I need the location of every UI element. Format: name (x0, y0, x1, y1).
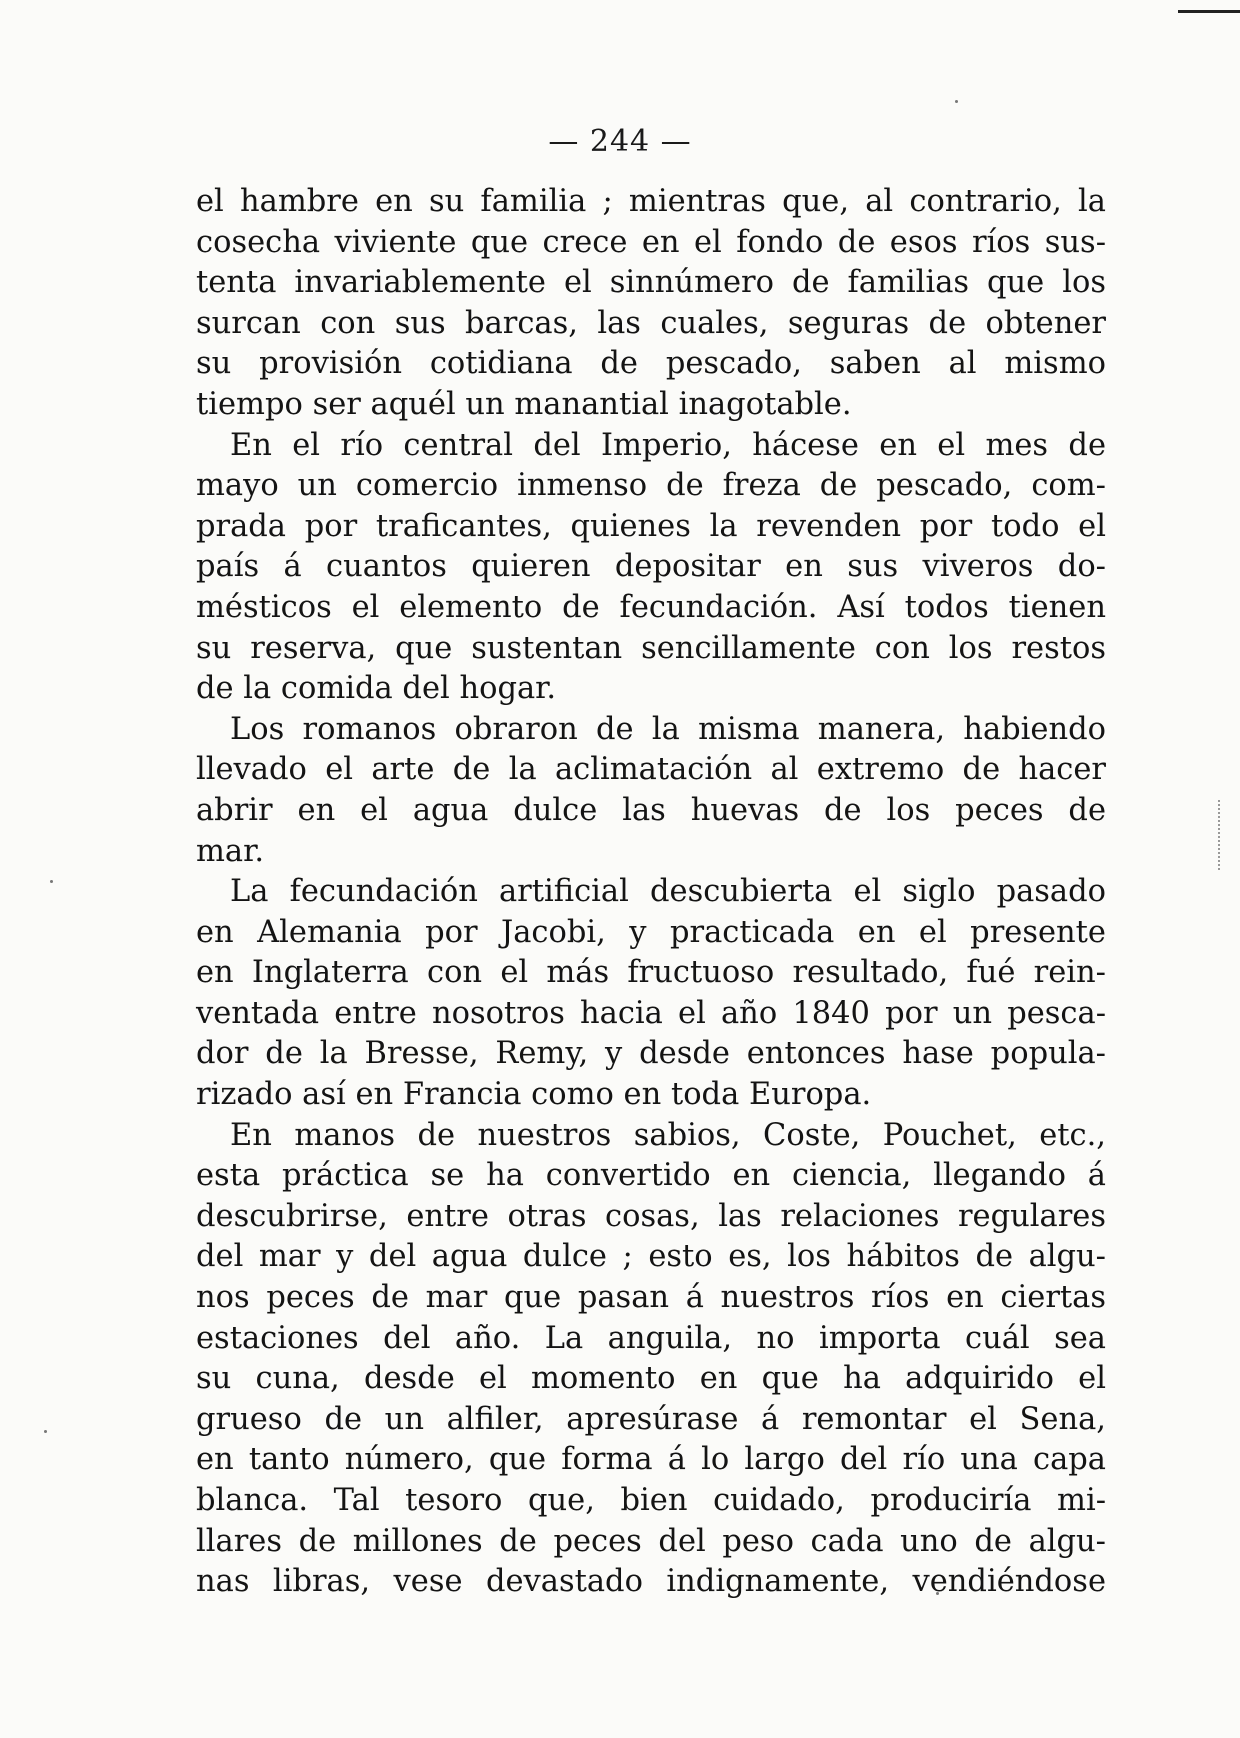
body-text (196, 182, 1106, 1603)
text-line: en tanto número, que forma á lo largo del río una capa (196, 1442, 1106, 1478)
text-line: su reserva, que sustentan sencillamente con los restos (196, 630, 1106, 666)
paragraph (196, 1116, 1106, 1603)
text-line: En manos de nuestros sabios, Coste, Pouchet, etc., (230, 1117, 1106, 1153)
paragraph (196, 426, 1106, 710)
text-line: del mar y del agua dulce ; esto es, los hábitos de algu- (196, 1239, 1106, 1275)
text-line: país á cuantos quieren depositar en sus viveros do- (196, 549, 1106, 585)
text-line: grueso de un alfiler, apresúrase á remontar el Sena, (196, 1401, 1106, 1437)
text-line: tenta invariablemente el sinnúmero de familias que los (196, 265, 1106, 301)
text-line: en Inglaterra con el más fructuoso resultado, fué rein- (196, 955, 1106, 991)
text-line: estaciones del año. La anguila, no importa cuál sea (196, 1320, 1106, 1356)
scan-speck (955, 100, 958, 103)
paragraph (196, 872, 1106, 1116)
text-line: mar. (196, 833, 265, 869)
text-line: prada por traficantes, quienes la revenden por todo el (196, 508, 1106, 544)
page-number: — 244 — (548, 124, 692, 159)
scan-speck (44, 1430, 47, 1433)
text-line: ventada entre nosotros hacia el año 1840 por un pesca- (196, 995, 1106, 1031)
text-line: mésticos el elemento de fecundación. Así todos tienen (196, 589, 1106, 625)
text-line: el hambre en su familia ; mientras que, al contrario, la (196, 184, 1106, 219)
text-line: descubrirse, entre otras cosas, las relaciones regulares (196, 1198, 1106, 1234)
scan-speck (50, 880, 53, 883)
text-line: La fecundación artificial descubierta el siglo pasado (230, 874, 1106, 910)
text-line: en Alemania por Jacobi, y practicada en el presente (196, 914, 1106, 950)
scan-edge-mark (1178, 10, 1240, 13)
text-line: surcan con sus barcas, las cuales, seguras de obtener (196, 305, 1106, 341)
text-line: En el río central del Imperio, hácese en el mes de (230, 427, 1106, 463)
scan-edge-dots (1218, 800, 1222, 870)
text-line: nas libras, vese devastado indignamente, vendiéndose (196, 1564, 1106, 1600)
text-line: tiempo ser aquél un manantial inagotable. (196, 386, 852, 422)
text-line: su provisión cotidiana de pescado, saben al mismo (196, 346, 1106, 382)
paragraph (196, 182, 1106, 426)
text-line: abrir en el agua dulce las huevas de los peces de (196, 792, 1106, 828)
text-line: dor de la Bresse, Remy, y desde entonces hase popula- (196, 1036, 1106, 1072)
text-line: de la comida del hogar. (196, 671, 557, 707)
text-line: blanca. Tal tesoro que, bien cuidado, produciría mi- (196, 1483, 1106, 1518)
text-line: mayo un comercio inmenso de freza de pescado, com- (196, 468, 1106, 504)
text-line: esta práctica se ha convertido en ciencia, llegando á (196, 1158, 1106, 1194)
text-line: llevado el arte de la aclimatación al extremo de hacer (196, 752, 1106, 788)
text-line: rizado así en Francia como en toda Europa. (196, 1077, 872, 1113)
text-line: su cuna, desde el momento en que ha adquirido el (196, 1361, 1106, 1397)
text-line: llares de millones de peces del peso cada uno de algu- (196, 1523, 1106, 1559)
text-line: Los romanos obraron de la misma manera, habiendo (230, 711, 1106, 747)
text-line: nos peces de mar que pasan á nuestros ríos en ciertas (196, 1280, 1106, 1316)
paragraph (196, 710, 1106, 872)
text-line: cosecha viviente que crece en el fondo de esos ríos sus- (196, 224, 1106, 260)
